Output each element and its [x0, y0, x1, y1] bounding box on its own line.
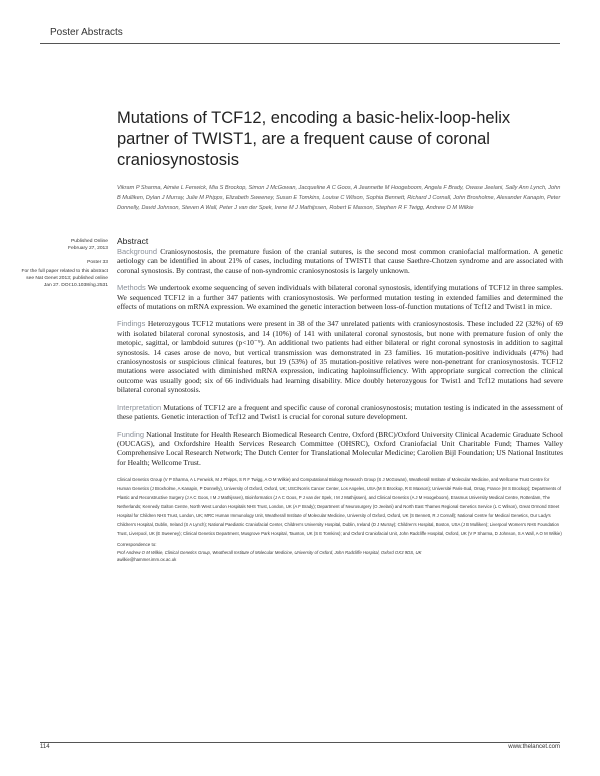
correspondence-address: Prof Andrew O M Wilkie, Clinical Genetics Group, Weatherall Institute of Molecular Medicine, University of Oxford, John Radcliffe Hospital, Oxford OX3 9DS, UK [117, 550, 422, 556]
background-paragraph [117, 247, 563, 275]
findings-label: Findings [117, 319, 146, 329]
author-list: Vikram P Sharma, Aimée L Fenwick, Mia S Brockop, Simon J McGowan, Jacqueline A C Goos, A Jeannette M Hoogeboom, Angela F Brady, Owase Jeelani, Sally Ann Lynch, John B Mulliken, Dylan J Murray, Julie M Phipps, Elizabeth Sweeney, Susan E Tomkins, Louise C Wilson, Sophia Bennett, Richard J Cornall, John Broxholme, Alexander Kanapin, Peter Donnelly, David Johnson, Steven A Wall, Peter J van der Spek, Irene M J Mathijssen, Robert E Maxson, Stephen R F Twigg, Andrew O M Wilkie [117, 185, 561, 211]
section-label: Poster Abstracts [50, 27, 123, 38]
affiliations: Clinical Genetics Group (V P Sharma, A L Fenwick, M J Phipps, S R F Twigg, A O M Wilkie) and Computational Biology Research Group (S J McGowan), Weatherall Institute of Molecular Medicine, and Wellcome Trust Centre for Human Genetics (J Broxholme, A Kanapin, P Donnelly), University of Oxford, Oxford, UK; USC/Norris Cancer Center, Los Angeles, USA (M S Brockop, R E Maxson); Université Paris-Sud, Orsay, France (M S Brockop); Departments of Plastic and Reconstructive Surgery (J A C Goos, I M J Mathijssen), Bioinformatics (J A C Goos, P J van der Spek, I M J Mathijssen), and Clinical Genetics (A J M Hoogeboom), Erasmus University Medical Centre, Rotterdam, The Netherlands; Kennedy Galton Centre, North West London Hospitals NHS Trust, London, UK (A F Brady); Department of Neurosurgery (O Jeelani) and North East Thames Regional Genetics Service (L C Wilson), Great Ormond Street Hospital for Children NHS Trust, London, UK; MRC Human Immunology Unit, Weatherall Institute of Molecular Medicine, University of Oxford, Oxford, UK (S Bennett, R J Cornall); National Centre for Medical Genetics, Our Lady's Children's Hospital, Dublin, Ireland (S A Lynch); National Paediatric Craniofacial Center, Children's University Hospital, Dublin, Ireland (D J Murray); Children's Hospital, Boston, USA (J B Mulliken); Liverpool Women's NHS Foundation Trust, Liverpool, UK (E Sweeney); Clinical Genetics Department, Musgrove Park Hospital, Taunton, UK (S E Tomkins); and Oxford Craniofacial Unit, John Radcliffe Hospital, Oxford, UK (V P Sharma, D Johnson, S A Wall, A O M Wilkie) [117, 477, 562, 537]
methods-text: We undertook exome sequencing of seven individuals with bilateral coronal synostosis, identifying mutations of TCF12 in three samples. We sequenced TCF12 in a further 347 patients with craniosynostosis. We performed mutation testing in extended families and determined the effects of mutations on mRNA expression. We examined the genetic interaction between loss-of-function mutations of Tcf12 and Twist1 in mice. [117, 283, 563, 312]
interpretation-text: Mutations of TCF12 are a frequent and specific cause of coronal craniosynostosis; mutation testing is indicated in the assessment of these patients. Genetic interaction of Tcf12 and Twist1 is crucial for coronal suture development. [117, 402, 564, 422]
footer-rule [40, 742, 560, 743]
correspondence-label: Correspondence to: [117, 542, 157, 548]
correspondence-email[interactable]: awilkie@hammer.imm.ox.ac.uk [117, 557, 177, 563]
published-date: February 27, 2013 [68, 246, 108, 251]
methods-paragraph [117, 283, 563, 311]
funding-paragraph [117, 430, 563, 468]
methods-label: Methods [117, 283, 146, 293]
page-number: 114 [40, 744, 50, 750]
findings-text: Heterozygous TCF12 mutations were present in 38 of the 347 unrelated patients with craniosynostosis. These included 22 (32%) of 69 with isolated bilateral coronal synostosis, and 14 (10%) of 141 with unilateral coronal synostosis, but none with premature fusion of only the metopic, sagittal, or lambdoid sutures (p<10⁻⁹). An additional two patients had either bilateral or right coronal synostosis in addition to sagittal synostosis. 14 cases arose de novo, but vertical transmission was demonstrated in 23 families. 16 mutation-positive individuals (47%) had craniosynostosis or suspicious clinical features, but 19 (53%) of 35 mutation-positive relatives were non-penetrant for craniosynostosis. TCF12 mutations were associated with diminished mRNA expression, indicating haploinsufficiency. With appropriate surgical correction the clinical outcome was usually good; six of 66 individuals had learning disability. Mice doubly heterozygous for Twist1 and Tcf12 mutations had severe bilateral coronal synostosis. [117, 319, 564, 395]
publication-sidebar [20, 238, 108, 289]
abstract-heading: Abstract [117, 236, 149, 246]
header-rule [40, 43, 560, 44]
background-text: Craniosynostosis, the premature fusion of the cranial sutures, is the second most common craniofacial malformation. A genetic aetiology can be identified in about 21% of cases, including mutations of TWIST1 that cause Saethre-Chotzen syndrome and are associated with coronal synostosis. By contrast, the cause of non-syndromic craniosynostosis is largely unknown. [117, 247, 564, 275]
published-label: Published Online [71, 239, 108, 244]
related-paper-note: For the full paper related to this abstract see Nat Genet 2013; published online Jan 27. DOI:10.1038/ng.2531 [21, 269, 108, 288]
article-title: Mutations of TCF12, encoding a basic-helix-loop-helix partner of TWIST1, are a frequent cause of coronal craniosynostosis [117, 109, 511, 169]
findings-paragraph [117, 319, 563, 394]
background-label: Background [117, 247, 158, 256]
poster-number: Poster 33 [87, 260, 108, 265]
funding-label: Funding [117, 429, 145, 439]
funding-text: National Institute for Health Research Biomedical Research Centre, Oxford (BRC)/Oxford University Clinical Academic Graduate School (OUCAGS), and Oxfordshire Health Services Research Committee (OHSRC), Oxford Craniofacial Unit Charitable Fund; Thames Valley Comprehensive Local Research Network; The Dutch Center for Translational Molecular Medicine; Carolien Bijl Foundation; US National Institutes for Health; Wellcome Trust. [117, 429, 564, 467]
interpretation-paragraph [117, 403, 563, 422]
interpretation-label: Interpretation [117, 402, 162, 412]
journal-url[interactable]: www.thelancet.com [508, 744, 560, 750]
abstract-body [117, 236, 563, 563]
